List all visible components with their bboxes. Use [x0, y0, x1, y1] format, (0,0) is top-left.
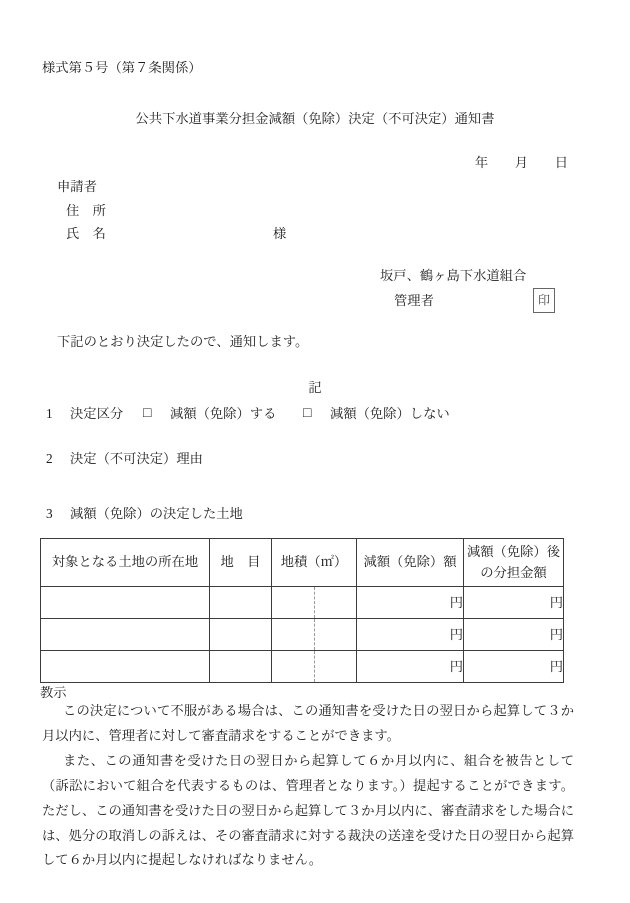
- cell-amount-after: 円: [464, 587, 564, 619]
- item1-row: [46, 404, 123, 423]
- cell-reduction-amount: 円: [357, 651, 464, 683]
- checkbox-no-reduce-icon[interactable]: □: [303, 406, 312, 421]
- cell-area: [272, 619, 357, 651]
- land-table: [40, 538, 564, 683]
- cell-area: [272, 587, 357, 619]
- table-row: [41, 651, 564, 683]
- item3-number: 3: [46, 506, 53, 521]
- intro-sentence: 下記のとおり決定したので、通知します。: [57, 334, 309, 349]
- item3-label: 減額（免除）の決定した土地: [69, 506, 243, 521]
- cell-land-category: [210, 619, 272, 651]
- cell-location: [41, 587, 210, 619]
- cell-reduction-amount: 円: [357, 587, 464, 619]
- seal-mark: 印: [537, 292, 550, 307]
- area-dashed-divider: [314, 587, 357, 618]
- applicant-address-label: 住 所: [66, 203, 106, 218]
- issuer-manager-label: 管理者: [394, 293, 434, 308]
- applicant-name-label: 氏 名: [66, 226, 106, 241]
- notice-body: [42, 699, 574, 873]
- notice-heading: 教示: [40, 685, 67, 700]
- issuer-organization: 坂戸、鶴ヶ島下水道組合: [380, 268, 527, 283]
- item2-label: 決定（不可決定）理由: [69, 451, 203, 466]
- item2-row: [46, 449, 203, 468]
- header-amount-after: 減額（免除）後の分担金額: [464, 539, 564, 587]
- seal-box: [533, 288, 555, 313]
- form-number: 様式第５号（第７条関係）: [42, 60, 202, 75]
- cell-amount-after: 円: [464, 651, 564, 683]
- item2-number: 2: [46, 451, 53, 466]
- cell-land-category: [210, 651, 272, 683]
- cell-location: [41, 619, 210, 651]
- date-line: 年 月 日: [474, 155, 568, 170]
- cell-amount-after: 円: [464, 619, 564, 651]
- item1-label: 決定区分: [69, 406, 124, 421]
- header-area: 地積（㎡）: [272, 539, 357, 587]
- table-row: [41, 619, 564, 651]
- area-dashed-divider: [314, 619, 357, 650]
- table-header-row: [41, 539, 564, 587]
- applicant-label: 申請者: [57, 179, 97, 194]
- honorific-label: 様: [273, 226, 287, 241]
- area-dashed-divider: [314, 651, 357, 682]
- item3-row: [46, 504, 243, 523]
- header-reduction-amount: 減額（免除）額: [357, 539, 464, 587]
- header-land-category: 地 目: [210, 539, 272, 587]
- header-location: 対象となる土地の所在地: [41, 539, 210, 587]
- item1-number: 1: [46, 406, 53, 421]
- option-reduce-label: 減額（免除）する: [170, 406, 277, 421]
- notice-paragraph-2: また、この通知書を受けた日の翌日から起算して６か月以内に、組合を被告として（訴訟において組合を代表するものは、管理者となります。）提起することができます。ただし、この通知書を受けた日の翌日から起算して３か月以内に、審査請求をした場合には、処分の取消しの訴えは、その審査請求に対する裁決の送達を受けた日の翌日から起算して６か月以内に提起しなければなりません。: [42, 752, 574, 868]
- cell-location: [41, 651, 210, 683]
- cell-area: [272, 651, 357, 683]
- record-heading: 記: [308, 380, 322, 395]
- document-title: 公共下水道事業分担金減額（免除）決定（不可決定）通知書: [135, 111, 495, 126]
- cell-land-category: [210, 587, 272, 619]
- cell-reduction-amount: 円: [357, 619, 464, 651]
- option-no-reduce-label: 減額（免除）しない: [330, 406, 450, 421]
- checkbox-reduce-icon[interactable]: □: [143, 406, 152, 421]
- table-row: [41, 587, 564, 619]
- notice-paragraph-1: この決定について不服がある場合は、この通知書を受けた日の翌日から起算して３か月以内に、管理者に対して審査請求をすることができます。: [42, 703, 574, 743]
